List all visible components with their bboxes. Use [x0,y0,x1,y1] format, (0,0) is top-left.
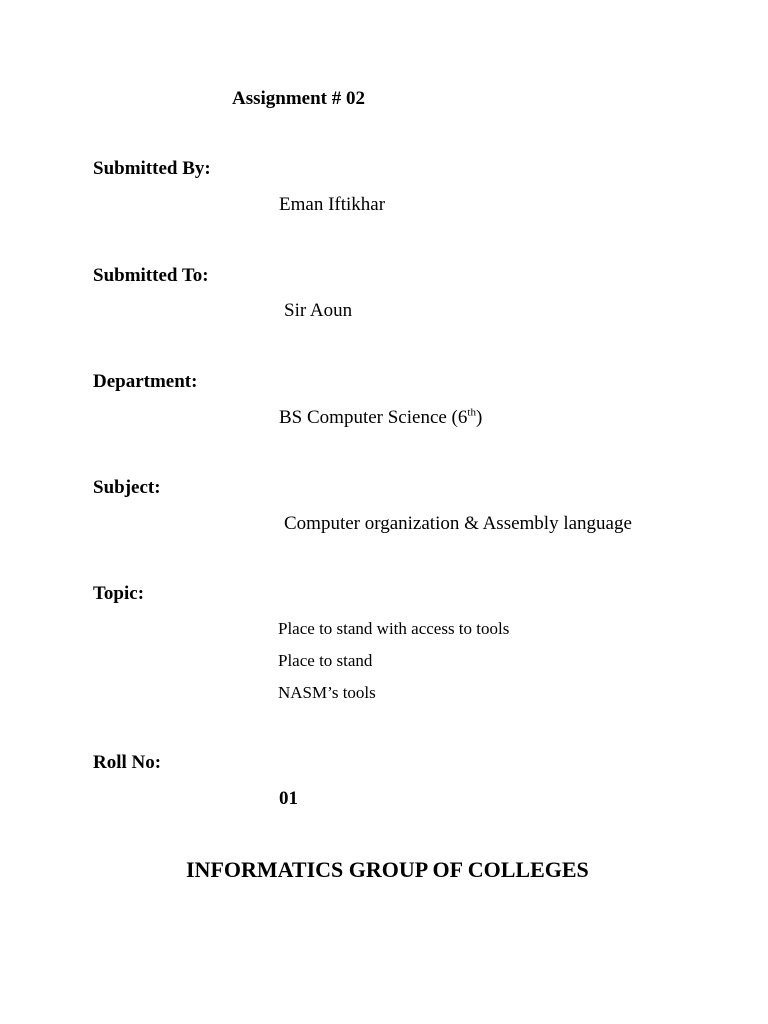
topic-item: Place to stand with access to tools [278,619,510,638]
document-title: Assignment # 02 [232,88,366,109]
submitted-by-value: Eman Iftikhar [279,194,386,215]
department-value-prefix: BS Computer Science (6 [279,407,468,428]
department-label: Department: [93,371,198,392]
institution-name: INFORMATICS GROUP OF COLLEGES [186,857,589,882]
topic-label: Topic: [93,583,145,604]
department-value-superscript: th [467,406,476,419]
topic-item: Place to stand [278,651,373,670]
department-value-suffix: ) [475,407,483,428]
submitted-to-value: Sir Aoun [284,300,353,321]
subject-value: Computer organization & Assembly language [284,513,632,534]
submitted-by-label: Submitted By: [93,158,211,179]
department-value [279,407,482,429]
submitted-to-label: Submitted To: [93,265,209,286]
subject-label: Subject: [93,477,161,498]
topic-item: NASM’s tools [278,683,376,702]
roll-no-value: 01 [279,788,298,809]
roll-no-label: Roll No: [93,752,162,773]
